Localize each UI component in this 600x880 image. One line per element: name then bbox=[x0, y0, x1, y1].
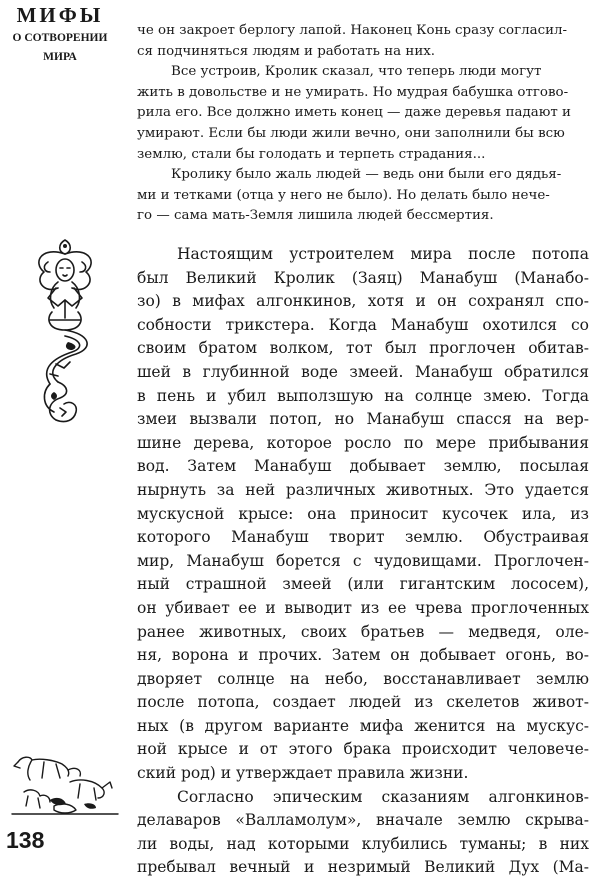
text-line: Согласно эпическим сказаниям алгонкинов- bbox=[177, 787, 589, 806]
text-line: шине дерева, которое росло по мере прибывания bbox=[137, 433, 589, 452]
page-number: 138 bbox=[6, 827, 45, 853]
text-line: вод. Затем Манабуш добывает землю, посылая bbox=[137, 457, 589, 476]
header-subtitle-line2: МИРА bbox=[43, 51, 77, 63]
text-line: пребывал вечный и незримый Великий Дух (Ма- bbox=[137, 858, 589, 877]
text-line: после потопа, создает людей из скелетов живот- bbox=[137, 693, 589, 712]
text-line: своим братом волком, тот был проглочен обитав- bbox=[137, 339, 589, 358]
text-line: умирают. Если бы люди жили вечно, они заполнили бы всю bbox=[137, 125, 565, 141]
text-line: ли воды, над которыми клубились туманы; в них bbox=[137, 834, 589, 853]
text-line: зо) в мифах алгонкинов, хотя и он сохранял спо- bbox=[137, 292, 589, 311]
animals-illustration bbox=[10, 748, 120, 820]
deity-illustration bbox=[20, 236, 110, 436]
text-line: в пень и убил выползшую на солнце змею. Тогда bbox=[137, 386, 589, 405]
text-line: че он закроет берлогу лапой. Наконец Конь сразу согласил- bbox=[137, 23, 568, 38]
main-text-block bbox=[137, 243, 589, 880]
text-line: ной крысе и от этого брака происходит человече- bbox=[137, 740, 589, 759]
upper-text-block bbox=[137, 21, 589, 227]
text-line: был Великий Кролик (Заяц) Манабуш (Манабо- bbox=[137, 268, 589, 287]
text-line: ми и тетками (отца у него не было). Но делать было нече- bbox=[137, 187, 550, 203]
text-line: которого Манабуш творит землю. Обустраивая bbox=[137, 528, 589, 547]
text-line: делаваров «Валламолум», вначале землю скрыва- bbox=[137, 811, 589, 830]
text-line: ных (в другом варианте мифа женится на мускус- bbox=[137, 716, 589, 735]
text-line: мускусной крысе: она приносит кусочек ила, из bbox=[137, 504, 589, 523]
text-line: мир, Манабуш борется с чудовищами. Проглочен- bbox=[137, 551, 589, 570]
text-line: он убивает ее и выводит из ее чрева проглоченных bbox=[137, 598, 589, 617]
text-line: ся подчиняться людям и работать на них. bbox=[137, 43, 436, 59]
text-line: Кролику было жаль людей — ведь они были его дядья- bbox=[171, 167, 562, 183]
text-line: го — сама мать-Земля лишила людей бессмертия. bbox=[137, 208, 494, 224]
text-line: ный страшной змеей (или гигантским лососем), bbox=[137, 575, 589, 594]
running-header bbox=[2, 4, 118, 66]
text-line: собности трикстера. Когда Манабуш охотился со bbox=[137, 315, 589, 334]
text-line: рила его. Все должно иметь конец — даже деревья падают и bbox=[137, 105, 571, 121]
text-line: Все устроив, Кролик сказал, что теперь люди могут bbox=[171, 64, 542, 80]
text-line: ранее животных, своих братьев — медведя, оле- bbox=[137, 622, 589, 641]
text-line: ня, ворона и прочих. Затем он добывает огонь, во- bbox=[137, 646, 589, 665]
text-line: змеи вызвали потоп, но Манабуш спасся на вер- bbox=[137, 410, 589, 429]
header-subtitle-line1: О СОТВОРЕНИИ bbox=[12, 32, 108, 44]
text-line: землю, стали бы голодать и терпеть страдания... bbox=[137, 146, 486, 162]
text-line: ский род) и утверждает правила жизни. bbox=[137, 764, 469, 783]
text-line: дворяет солнце на небо, восстанавливает землю bbox=[137, 669, 589, 688]
text-line: нырнуть за ней различных животных. Это удается bbox=[137, 480, 589, 499]
text-line: Настоящим устроителем мира после потопа bbox=[177, 245, 589, 263]
text-line: жить в довольстве и не умирать. Но мудрая бабушка отгово- bbox=[137, 84, 569, 100]
text-line: шей в глубинной воде змеей. Манабуш обратился bbox=[137, 362, 589, 381]
header-title: МИФЫ bbox=[16, 3, 104, 27]
